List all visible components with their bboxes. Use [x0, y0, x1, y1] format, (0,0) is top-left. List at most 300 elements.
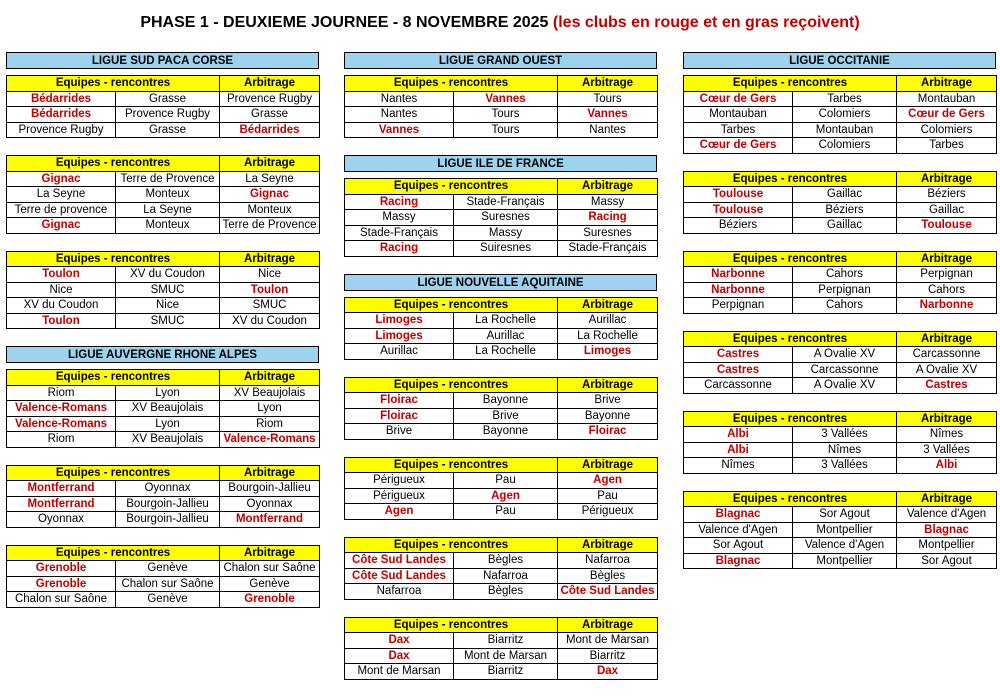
team-a: Bédarrides: [7, 107, 116, 123]
team-b: Terre de Provence: [116, 171, 220, 187]
team-b: SMUC: [116, 282, 220, 298]
team-a: Dax: [345, 633, 454, 649]
table-header-row: [345, 537, 658, 553]
team-b: XV Beaujolais: [116, 401, 220, 417]
team-b: Provence Rugby: [116, 107, 220, 123]
match-row: [7, 432, 320, 448]
referee-club: Gignac: [220, 187, 320, 203]
league-header: LIGUE ILE DE FRANCE: [344, 155, 657, 172]
team-b: Mont de Marsan: [454, 648, 558, 664]
match-table: [6, 155, 320, 234]
team-b: Grasse: [116, 91, 220, 107]
match-row: [7, 576, 320, 592]
match-row: [345, 91, 658, 107]
referee-club: Racing: [558, 210, 658, 226]
team-b: Oyonnax: [116, 481, 220, 497]
team-a: Floirac: [345, 408, 454, 424]
match-table: [683, 75, 997, 154]
team-a: Grenoble: [7, 576, 116, 592]
header-referee: Arbitrage: [220, 156, 320, 172]
table-header-row: [345, 617, 658, 633]
match-row: [684, 91, 997, 107]
match-row: [345, 584, 658, 600]
team-b: XV du Coudon: [116, 267, 220, 283]
team-b: Bègles: [454, 584, 558, 600]
header-referee: Arbitrage: [558, 179, 658, 195]
match-row: [7, 171, 320, 187]
match-table: [6, 465, 320, 528]
team-a: Périgueux: [345, 473, 454, 489]
team-a: Côte Sud Landes: [345, 568, 454, 584]
header-teams: Equipes - rencontres: [345, 179, 558, 195]
team-a: Mont de Marsan: [345, 664, 454, 680]
team-b: A Ovalie XV: [793, 347, 897, 363]
referee-club: Cœur de Gers: [897, 107, 997, 123]
table-header-row: [345, 377, 658, 393]
match-row: [7, 122, 320, 138]
referee-club: Cahors: [897, 282, 997, 298]
team-b: Massy: [454, 225, 558, 241]
team-b: SMUC: [116, 313, 220, 329]
team-b: La Rochelle: [454, 313, 558, 329]
match-row: [684, 442, 997, 458]
referee-club: Aurillac: [558, 313, 658, 329]
referee-club: La Seyne: [220, 171, 320, 187]
match-row: [345, 473, 658, 489]
match-row: [684, 362, 997, 378]
team-b: Bayonne: [454, 393, 558, 409]
team-a: Valence-Romans: [7, 401, 116, 417]
match-row: [7, 416, 320, 432]
referee-club: Toulouse: [897, 218, 997, 234]
match-row: [684, 378, 997, 394]
referee-club: Carcassonne: [897, 347, 997, 363]
referee-club: Tarbes: [897, 138, 997, 154]
team-b: Biarritz: [454, 664, 558, 680]
referee-club: La Rochelle: [558, 328, 658, 344]
match-row: [7, 401, 320, 417]
team-b: Sor Agout: [793, 507, 897, 523]
match-row: [684, 107, 997, 123]
match-row: [684, 282, 997, 298]
referee-club: Stade-Français: [558, 241, 658, 257]
referee-club: Lyon: [220, 401, 320, 417]
match-row: [345, 107, 658, 123]
team-b: Béziers: [793, 202, 897, 218]
column-right: [683, 52, 996, 569]
match-row: [345, 122, 658, 138]
header-referee: Arbitrage: [897, 251, 997, 267]
team-a: Limoges: [345, 328, 454, 344]
team-a: Toulouse: [684, 187, 793, 203]
team-a: Montferrand: [7, 481, 116, 497]
table-header-row: [684, 331, 997, 347]
team-a: Riom: [7, 432, 116, 448]
match-row: [7, 512, 320, 528]
team-a: Perpignan: [684, 298, 793, 314]
team-a: Castres: [684, 362, 793, 378]
team-a: Blagnac: [684, 553, 793, 569]
team-b: Cahors: [793, 298, 897, 314]
team-b: Pau: [454, 473, 558, 489]
match-table: [6, 251, 320, 330]
match-row: [684, 187, 997, 203]
team-a: Nîmes: [684, 458, 793, 474]
team-a: Agen: [345, 504, 454, 520]
referee-club: Bègles: [558, 568, 658, 584]
team-a: Racing: [345, 194, 454, 210]
match-table: [344, 178, 658, 257]
header-referee: Arbitrage: [897, 171, 997, 187]
team-a: Limoges: [345, 313, 454, 329]
team-b: 3 Vallées: [793, 458, 897, 474]
match-row: [684, 138, 997, 154]
team-a: Gignac: [7, 171, 116, 187]
team-a: Valence d'Agen: [684, 522, 793, 538]
team-b: Perpignan: [793, 282, 897, 298]
team-a: Dax: [345, 648, 454, 664]
team-a: Montferrand: [7, 496, 116, 512]
match-row: [684, 538, 997, 554]
team-a: Montauban: [684, 107, 793, 123]
match-row: [7, 187, 320, 203]
referee-club: Valence-Romans: [220, 432, 320, 448]
table-header-row: [345, 179, 658, 195]
match-row: [345, 408, 658, 424]
team-a: Carcassonne: [684, 378, 793, 394]
referee-club: 3 Vallées: [897, 442, 997, 458]
team-a: Grenoble: [7, 561, 116, 577]
match-row: [684, 122, 997, 138]
referee-club: Mont de Marsan: [558, 633, 658, 649]
match-row: [345, 225, 658, 241]
referee-club: Floirac: [558, 424, 658, 440]
header-teams: Equipes - rencontres: [345, 537, 558, 553]
team-a: Massy: [345, 210, 454, 226]
header-teams: Equipes - rencontres: [345, 76, 558, 92]
team-a: Blagnac: [684, 507, 793, 523]
match-row: [684, 202, 997, 218]
match-row: [345, 648, 658, 664]
team-a: Tarbes: [684, 122, 793, 138]
header-teams: Equipes - rencontres: [684, 76, 897, 92]
team-a: Périgueux: [345, 488, 454, 504]
table-header-row: [7, 370, 320, 386]
header-referee: Arbitrage: [558, 76, 658, 92]
match-row: [345, 393, 658, 409]
header-teams: Equipes - rencontres: [684, 331, 897, 347]
referee-club: Bourgoin-Jallieu: [220, 481, 320, 497]
team-a: Racing: [345, 241, 454, 257]
team-b: Vannes: [454, 91, 558, 107]
team-b: Bayonne: [454, 424, 558, 440]
referee-club: Genève: [220, 576, 320, 592]
referee-club: A Ovalie XV: [897, 362, 997, 378]
referee-club: Gaillac: [897, 202, 997, 218]
team-b: Lyon: [116, 385, 220, 401]
team-a: XV du Coudon: [7, 298, 116, 314]
team-a: Béziers: [684, 218, 793, 234]
team-b: Montpellier: [793, 522, 897, 538]
table-header-row: [7, 465, 320, 481]
match-row: [345, 633, 658, 649]
match-row: [345, 424, 658, 440]
match-table: [344, 377, 658, 440]
team-b: Valence d'Agen: [793, 538, 897, 554]
league-header: LIGUE AUVERGNE RHONE ALPES: [6, 346, 319, 363]
referee-club: SMUC: [220, 298, 320, 314]
header-teams: Equipes - rencontres: [684, 411, 897, 427]
header-teams: Equipes - rencontres: [7, 545, 220, 561]
header-referee: Arbitrage: [558, 457, 658, 473]
team-a: Cœur de Gers: [684, 91, 793, 107]
table-header-row: [684, 171, 997, 187]
match-row: [684, 553, 997, 569]
team-a: Stade-Français: [345, 225, 454, 241]
team-a: Nantes: [345, 91, 454, 107]
table-header-row: [345, 457, 658, 473]
team-a: Riom: [7, 385, 116, 401]
match-row: [7, 298, 320, 314]
referee-club: Provence Rugby: [220, 91, 320, 107]
team-b: Tours: [454, 107, 558, 123]
team-a: Floirac: [345, 393, 454, 409]
match-row: [684, 458, 997, 474]
team-b: Tarbes: [793, 91, 897, 107]
league-header: LIGUE NOUVELLE AQUITAINE: [344, 274, 657, 291]
team-a: Valence-Romans: [7, 416, 116, 432]
referee-club: Montauban: [897, 91, 997, 107]
header-referee: Arbitrage: [220, 465, 320, 481]
referee-club: Blagnac: [897, 522, 997, 538]
match-row: [345, 241, 658, 257]
match-table: [683, 411, 997, 474]
match-row: [684, 347, 997, 363]
team-b: Nice: [116, 298, 220, 314]
referee-club: Suresnes: [558, 225, 658, 241]
team-b: Cahors: [793, 267, 897, 283]
league-header: LIGUE GRAND OUEST: [344, 52, 657, 69]
match-row: [345, 210, 658, 226]
team-b: Biarritz: [454, 633, 558, 649]
referee-club: Tours: [558, 91, 658, 107]
header-referee: Arbitrage: [558, 537, 658, 553]
team-a: Provence Rugby: [7, 122, 116, 138]
table-header-row: [7, 545, 320, 561]
team-a: Toulon: [7, 313, 116, 329]
header-referee: Arbitrage: [220, 370, 320, 386]
table-header-row: [7, 251, 320, 267]
team-b: Nafarroa: [454, 568, 558, 584]
referee-club: Nantes: [558, 122, 658, 138]
referee-club: Côte Sud Landes: [558, 584, 658, 600]
match-row: [7, 282, 320, 298]
team-a: Oyonnax: [7, 512, 116, 528]
match-table: [344, 457, 658, 520]
referee-club: Vannes: [558, 107, 658, 123]
header-teams: Equipes - rencontres: [345, 617, 558, 633]
referee-club: Montferrand: [220, 512, 320, 528]
match-row: [345, 488, 658, 504]
team-a: Castres: [684, 347, 793, 363]
referee-club: Limoges: [558, 344, 658, 360]
team-b: Lyon: [116, 416, 220, 432]
referee-club: Montpellier: [897, 538, 997, 554]
team-a: Aurillac: [345, 344, 454, 360]
team-a: Toulon: [7, 267, 116, 283]
team-b: Grasse: [116, 122, 220, 138]
team-b: Carcassonne: [793, 362, 897, 378]
header-teams: Equipes - rencontres: [7, 465, 220, 481]
header-referee: Arbitrage: [897, 331, 997, 347]
header-teams: Equipes - rencontres: [7, 76, 220, 92]
table-header-row: [345, 76, 658, 92]
header-referee: Arbitrage: [897, 491, 997, 507]
team-a: La Seyne: [7, 187, 116, 203]
match-row: [684, 218, 997, 234]
team-b: La Rochelle: [454, 344, 558, 360]
team-b: Aurillac: [454, 328, 558, 344]
referee-club: Castres: [897, 378, 997, 394]
team-b: Chalon sur Saône: [116, 576, 220, 592]
referee-club: Oyonnax: [220, 496, 320, 512]
header-referee: Arbitrage: [558, 377, 658, 393]
referee-club: Nice: [220, 267, 320, 283]
match-row: [684, 507, 997, 523]
header-referee: Arbitrage: [220, 251, 320, 267]
match-row: [7, 202, 320, 218]
team-b: Pau: [454, 504, 558, 520]
match-table: [683, 251, 997, 314]
team-b: Bègles: [454, 553, 558, 569]
referee-club: Perpignan: [897, 267, 997, 283]
team-a: Chalon sur Saône: [7, 592, 116, 608]
header-teams: Equipes - rencontres: [345, 377, 558, 393]
table-header-row: [7, 156, 320, 172]
team-a: Nice: [7, 282, 116, 298]
team-b: Suiresnes: [454, 241, 558, 257]
match-table: [683, 171, 997, 234]
team-a: Terre de provence: [7, 202, 116, 218]
match-row: [684, 267, 997, 283]
team-b: A Ovalie XV: [793, 378, 897, 394]
team-b: Agen: [454, 488, 558, 504]
league-header: LIGUE OCCITANIE: [683, 52, 996, 69]
match-row: [7, 91, 320, 107]
match-table: [344, 617, 658, 680]
match-row: [345, 568, 658, 584]
team-a: Albi: [684, 442, 793, 458]
referee-club: Brive: [558, 393, 658, 409]
referee-club: Bédarrides: [220, 122, 320, 138]
header-referee: Arbitrage: [558, 297, 658, 313]
team-a: Narbonne: [684, 267, 793, 283]
match-row: [684, 522, 997, 538]
match-table: [6, 75, 320, 138]
referee-club: Narbonne: [897, 298, 997, 314]
team-b: Stade-Français: [454, 194, 558, 210]
team-b: Tours: [454, 122, 558, 138]
match-row: [345, 194, 658, 210]
match-row: [345, 553, 658, 569]
referee-club: Dax: [558, 664, 658, 680]
team-a: Gignac: [7, 218, 116, 234]
match-row: [7, 385, 320, 401]
header-teams: Equipes - rencontres: [345, 297, 558, 313]
team-b: Gaillac: [793, 218, 897, 234]
match-row: [7, 561, 320, 577]
referee-club: Toulon: [220, 282, 320, 298]
team-a: Vannes: [345, 122, 454, 138]
table-header-row: [345, 297, 658, 313]
team-a: Toulouse: [684, 202, 793, 218]
header-teams: Equipes - rencontres: [684, 251, 897, 267]
match-row: [7, 218, 320, 234]
team-b: Genève: [116, 561, 220, 577]
match-table: [6, 369, 320, 448]
table-header-row: [7, 76, 320, 92]
team-a: Albi: [684, 427, 793, 443]
team-b: Montpellier: [793, 553, 897, 569]
match-table: [344, 75, 658, 138]
match-row: [345, 328, 658, 344]
referee-club: Agen: [558, 473, 658, 489]
team-b: Genève: [116, 592, 220, 608]
match-table: [683, 331, 997, 394]
title-note: (les clubs en rouge et en gras reçoivent): [552, 14, 860, 31]
team-b: Nîmes: [793, 442, 897, 458]
header-teams: Equipes - rencontres: [7, 156, 220, 172]
league-header: LIGUE SUD PACA CORSE: [6, 52, 319, 69]
header-teams: Equipes - rencontres: [7, 251, 220, 267]
match-table: [344, 297, 658, 360]
referee-club: Chalon sur Saône: [220, 561, 320, 577]
team-b: Brive: [454, 408, 558, 424]
team-b: Monteux: [116, 187, 220, 203]
team-b: Suresnes: [454, 210, 558, 226]
match-row: [7, 592, 320, 608]
referee-club: Riom: [220, 416, 320, 432]
referee-club: Biarritz: [558, 648, 658, 664]
match-row: [7, 496, 320, 512]
match-table: [344, 537, 658, 600]
referee-club: Bayonne: [558, 408, 658, 424]
match-row: [345, 504, 658, 520]
referee-club: Valence d'Agen: [897, 507, 997, 523]
match-row: [345, 344, 658, 360]
team-a: Cœur de Gers: [684, 138, 793, 154]
referee-club: Grenoble: [220, 592, 320, 608]
team-a: Bédarrides: [7, 91, 116, 107]
team-b: XV Beaujolais: [116, 432, 220, 448]
match-row: [7, 107, 320, 123]
team-b: Colomiers: [793, 107, 897, 123]
team-a: Nantes: [345, 107, 454, 123]
team-b: Colomiers: [793, 138, 897, 154]
table-header-row: [684, 491, 997, 507]
referee-club: Albi: [897, 458, 997, 474]
header-referee: Arbitrage: [220, 545, 320, 561]
match-row: [684, 427, 997, 443]
referee-club: Béziers: [897, 187, 997, 203]
team-b: Gaillac: [793, 187, 897, 203]
match-table: [6, 545, 320, 608]
header-referee: Arbitrage: [558, 617, 658, 633]
header-teams: Equipes - rencontres: [7, 370, 220, 386]
table-header-row: [684, 411, 997, 427]
referee-club: Monteux: [220, 202, 320, 218]
referee-club: Pau: [558, 488, 658, 504]
